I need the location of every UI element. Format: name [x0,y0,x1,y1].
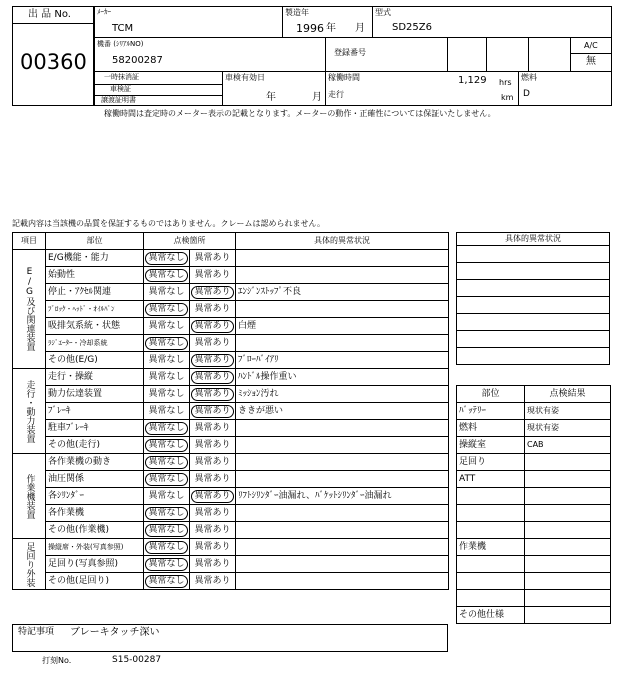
group-label: 足回り外装 [24,541,35,587]
table-header-row [13,233,449,250]
right-detail-row [457,263,610,280]
table-row [13,454,449,471]
status-ng: 異常あり [194,337,231,348]
result-part [457,556,525,573]
part-label: ﾗｼﾞｴｰﾀｰ・冷却系統 [46,335,144,352]
result-row-empty [457,505,611,522]
status-ok: 異常なし [148,371,185,382]
result-part: その他仕様 [457,607,525,624]
result-part: 操縦室 [457,437,525,454]
inspection-valid-label: 車検有効日 [225,73,265,82]
serial: 58200287 [112,55,163,66]
status-ok: 異常なし [145,252,187,265]
result-part: ATT [457,471,525,488]
status-ok: 異常なし [145,337,187,350]
detail-text: ﾊﾝﾄﾞﾙ操作重い [236,369,449,386]
inspection-cert-label: 車検証 [110,85,131,93]
detail-text [236,522,449,539]
detail-text [236,505,449,522]
stamp-label: 打刻No. [42,656,72,665]
right-detail-cell [457,246,610,263]
results-table [456,385,611,624]
status-ng: 異常あり [194,541,231,552]
result-value [525,539,611,556]
status-ok: 異常なし [148,354,185,365]
result-value: 現状有姿 [525,420,611,437]
right-detail-row [457,297,610,314]
part-label: 始動性 [46,267,144,284]
status-ng: 異常あり [194,507,231,518]
status-ng: 異常あり [194,558,231,569]
reg-label: 登録番号 [334,48,366,57]
detail-text [236,539,449,556]
detail-text [236,250,449,267]
table-row [13,437,449,454]
results-col-part: 部位 [457,386,525,403]
table-row [13,318,449,335]
right-detail-cell [457,331,610,348]
right-detail-header: 具体的異常状況 [457,233,610,246]
result-value [525,522,611,539]
table-row [13,471,449,488]
result-value [525,556,611,573]
result-row-empty [457,522,611,539]
fuel-value: D [523,89,530,99]
km-unit: km [501,93,514,102]
result-value [525,454,611,471]
table-row [13,267,449,284]
year: 1996 [296,22,324,35]
status-ng: 異常あり [191,286,233,299]
status-ng: 異常あり [191,405,233,418]
table-row [13,250,449,267]
detail-text: ききが悪い [236,403,449,420]
detail-text: 白煙 [236,318,449,335]
right-detail-cell [457,297,610,314]
detail-text: ｴﾝｼﾞﾝｽﾄｯﾌﾟ不良 [236,284,449,301]
table-row [13,522,449,539]
right-detail-cell [457,348,610,365]
status-ng: 異常あり [194,524,231,535]
detail-text [236,454,449,471]
remarks-label: 特記事項 [18,627,55,637]
status-ok: 異常なし [145,558,187,571]
part-label: 吸排気系統・状態 [46,318,144,335]
result-value [525,471,611,488]
result-value [525,573,611,590]
status-ng: 異常あり [191,371,233,384]
model: SD25Z6 [392,22,432,33]
status-ng: 異常あり [194,303,231,314]
table-row [13,505,449,522]
status-ng: 異常あり [191,354,233,367]
serial-label: 機番 (ｼﾘｱﾙNO) [97,40,144,48]
col-check: 点検箇所 [144,233,236,250]
item-no-label: 出 品 No. [28,9,71,20]
status-ok: 異常なし [145,541,187,554]
status-ok: 異常なし [145,422,187,435]
results-header-row [457,386,611,403]
result-row-other [457,607,611,624]
detail-text [236,437,449,454]
table-row [13,420,449,437]
iv-year-unit: 年 [266,92,276,103]
hours-value: 1,129 [458,75,487,86]
status-ng: 異常あり [194,575,231,586]
part-label: 動力伝達装置 [46,386,144,403]
table-row [13,335,449,352]
table-row [13,369,449,386]
right-detail-row [457,246,610,263]
result-part [457,573,525,590]
transfer-cert-label: 譲渡証明書 [101,96,136,104]
part-label: 足回り(写真参照) [46,556,144,573]
detail-text [236,335,449,352]
result-value: 現状有姿 [525,403,611,420]
model-label: 型式 [375,8,391,17]
table-row [13,539,449,556]
remarks: ブレーキタッチ深い [70,627,160,638]
table-row [13,386,449,403]
table-row [13,352,449,369]
right-detail-cell [457,314,610,331]
part-label: 油圧関係 [46,471,144,488]
right-detail-table [456,232,610,365]
part-label: 各作業機 [46,505,144,522]
right-detail-row [457,348,610,365]
result-part: ﾊﾞｯﾃﾘｰ [457,403,525,420]
status-ok: 異常なし [145,269,187,282]
table-row [13,488,449,505]
status-ok: 異常なし [145,575,187,588]
ac-value: 無 [586,56,596,67]
status-ok: 異常なし [145,439,187,452]
col-part: 部位 [46,233,144,250]
right-detail-row [457,331,610,348]
temp-permit-label: 一時抹消証 [104,73,139,81]
status-ok: 異常なし [148,320,185,331]
table-row [13,301,449,318]
km-label: 走行 [328,90,344,99]
part-label: 各作業機の動き [46,454,144,471]
col-item: 項目 [13,233,46,250]
status-ok: 異常なし [145,456,187,469]
result-part: 燃料 [457,420,525,437]
status-ok: 異常なし [148,388,185,399]
detail-text: ﾘﾌﾄｼﾘﾝﾀﾞｰ油漏れ、ﾊﾞｹｯﾄｼﾘﾝﾀﾞｰ油漏れ [236,488,449,505]
table-row [13,284,449,301]
status-ok: 異常なし [148,286,185,297]
detail-text [236,573,449,590]
status-ng: 異常あり [191,388,233,401]
inspection-table [12,232,449,590]
part-label: 走行・操縦 [46,369,144,386]
result-row-empty [457,573,611,590]
hours-unit: hrs [499,78,512,87]
group-label: 作業機装置 [24,473,35,519]
detail-text: ﾌﾞﾛｰﾊﾞｲｱﾘ [236,352,449,369]
status-ng: 異常あり [194,439,231,450]
result-part [457,488,525,505]
detail-text [236,471,449,488]
status-ok: 異常なし [148,490,185,501]
results-col-result: 点検結果 [525,386,611,403]
status-ng: 異常あり [194,269,231,280]
result-row-work [457,539,611,556]
result-row [457,403,611,420]
result-value [525,607,611,624]
right-detail-cell [457,263,610,280]
hours-note: 稼働時間は査定時のメーター表示の記載となります。メーターの動作・正確性については保証いたしません。 [104,109,496,118]
status-ok: 異常なし [145,524,187,537]
result-part [457,590,525,607]
result-value [525,488,611,505]
result-part: 足回り [457,454,525,471]
part-label: 駐車ﾌﾞﾚｰｷ [46,420,144,437]
status-ok: 異常なし [145,507,187,520]
part-label: その他(作業機) [46,522,144,539]
part-label: 各ｼﾘﾝﾀﾞｰ [46,488,144,505]
year-label: 製造年 [285,8,309,17]
status-ng: 異常あり [194,456,231,467]
status-ok: 異常なし [148,405,185,416]
disclaimer: 記載内容は当該機の品質を保証するものではありません。クレームは認められません。 [12,219,325,228]
result-row [457,420,611,437]
status-ok: 異常なし [145,473,187,486]
detail-text: ﾐｯｼｮﾝ汚れ [236,386,449,403]
detail-text [236,420,449,437]
ac-label: A/C [584,41,598,50]
part-label: 停止・ｱｸｾﾙ関連 [46,284,144,301]
right-detail-row [457,314,610,331]
item-no: 00360 [20,50,87,74]
table-row [13,573,449,590]
detail-text [236,301,449,318]
fuel-label: 燃料 [521,73,537,82]
detail-text [236,267,449,284]
result-row-empty [457,556,611,573]
result-part: 作業機 [457,539,525,556]
status-ng: 異常あり [191,320,233,333]
status-ng: 異常あり [194,252,231,263]
part-label: その他(E/G) [46,352,144,369]
result-row [457,437,611,454]
group-label: E/G及び関連装置 [24,267,35,351]
iv-month-unit: 月 [312,92,322,103]
part-label: その他(走行) [46,437,144,454]
part-label: 操縦席・外装(写真参照) [46,539,144,556]
status-ok: 異常なし [145,303,187,316]
result-value [525,590,611,607]
part-label: ﾌﾞﾛｯｸ・ﾍｯﾄﾞ・ｵｲﾙﾊﾟﾝ [46,301,144,318]
table-row [13,556,449,573]
status-ng: 異常あり [191,490,233,503]
maker: TCM [112,23,134,34]
stamp-no: S15-00287 [112,655,162,665]
result-row-empty [457,590,611,607]
part-label: E/G機能・能力 [46,250,144,267]
part-label: ﾌﾞﾚｰｷ [46,403,144,420]
hours-label: 稼働時間 [328,73,360,82]
year-unit: 年 [326,23,336,34]
result-part [457,505,525,522]
status-ng: 異常あり [194,473,231,484]
maker-label: ﾒｰｶｰ [97,8,111,16]
col-detail: 具体的異常状況 [236,233,449,250]
part-label: その他(足回り) [46,573,144,590]
right-detail-row [457,280,610,297]
status-ng: 異常あり [194,422,231,433]
result-part [457,522,525,539]
result-value: CAB [525,437,611,454]
result-row-empty [457,488,611,505]
result-row [457,454,611,471]
table-row [13,403,449,420]
right-detail-cell [457,280,610,297]
result-value [525,505,611,522]
detail-text [236,556,449,573]
result-row [457,471,611,488]
group-label: 走行・動力装置 [24,379,35,443]
month-unit: 月 [355,23,365,34]
